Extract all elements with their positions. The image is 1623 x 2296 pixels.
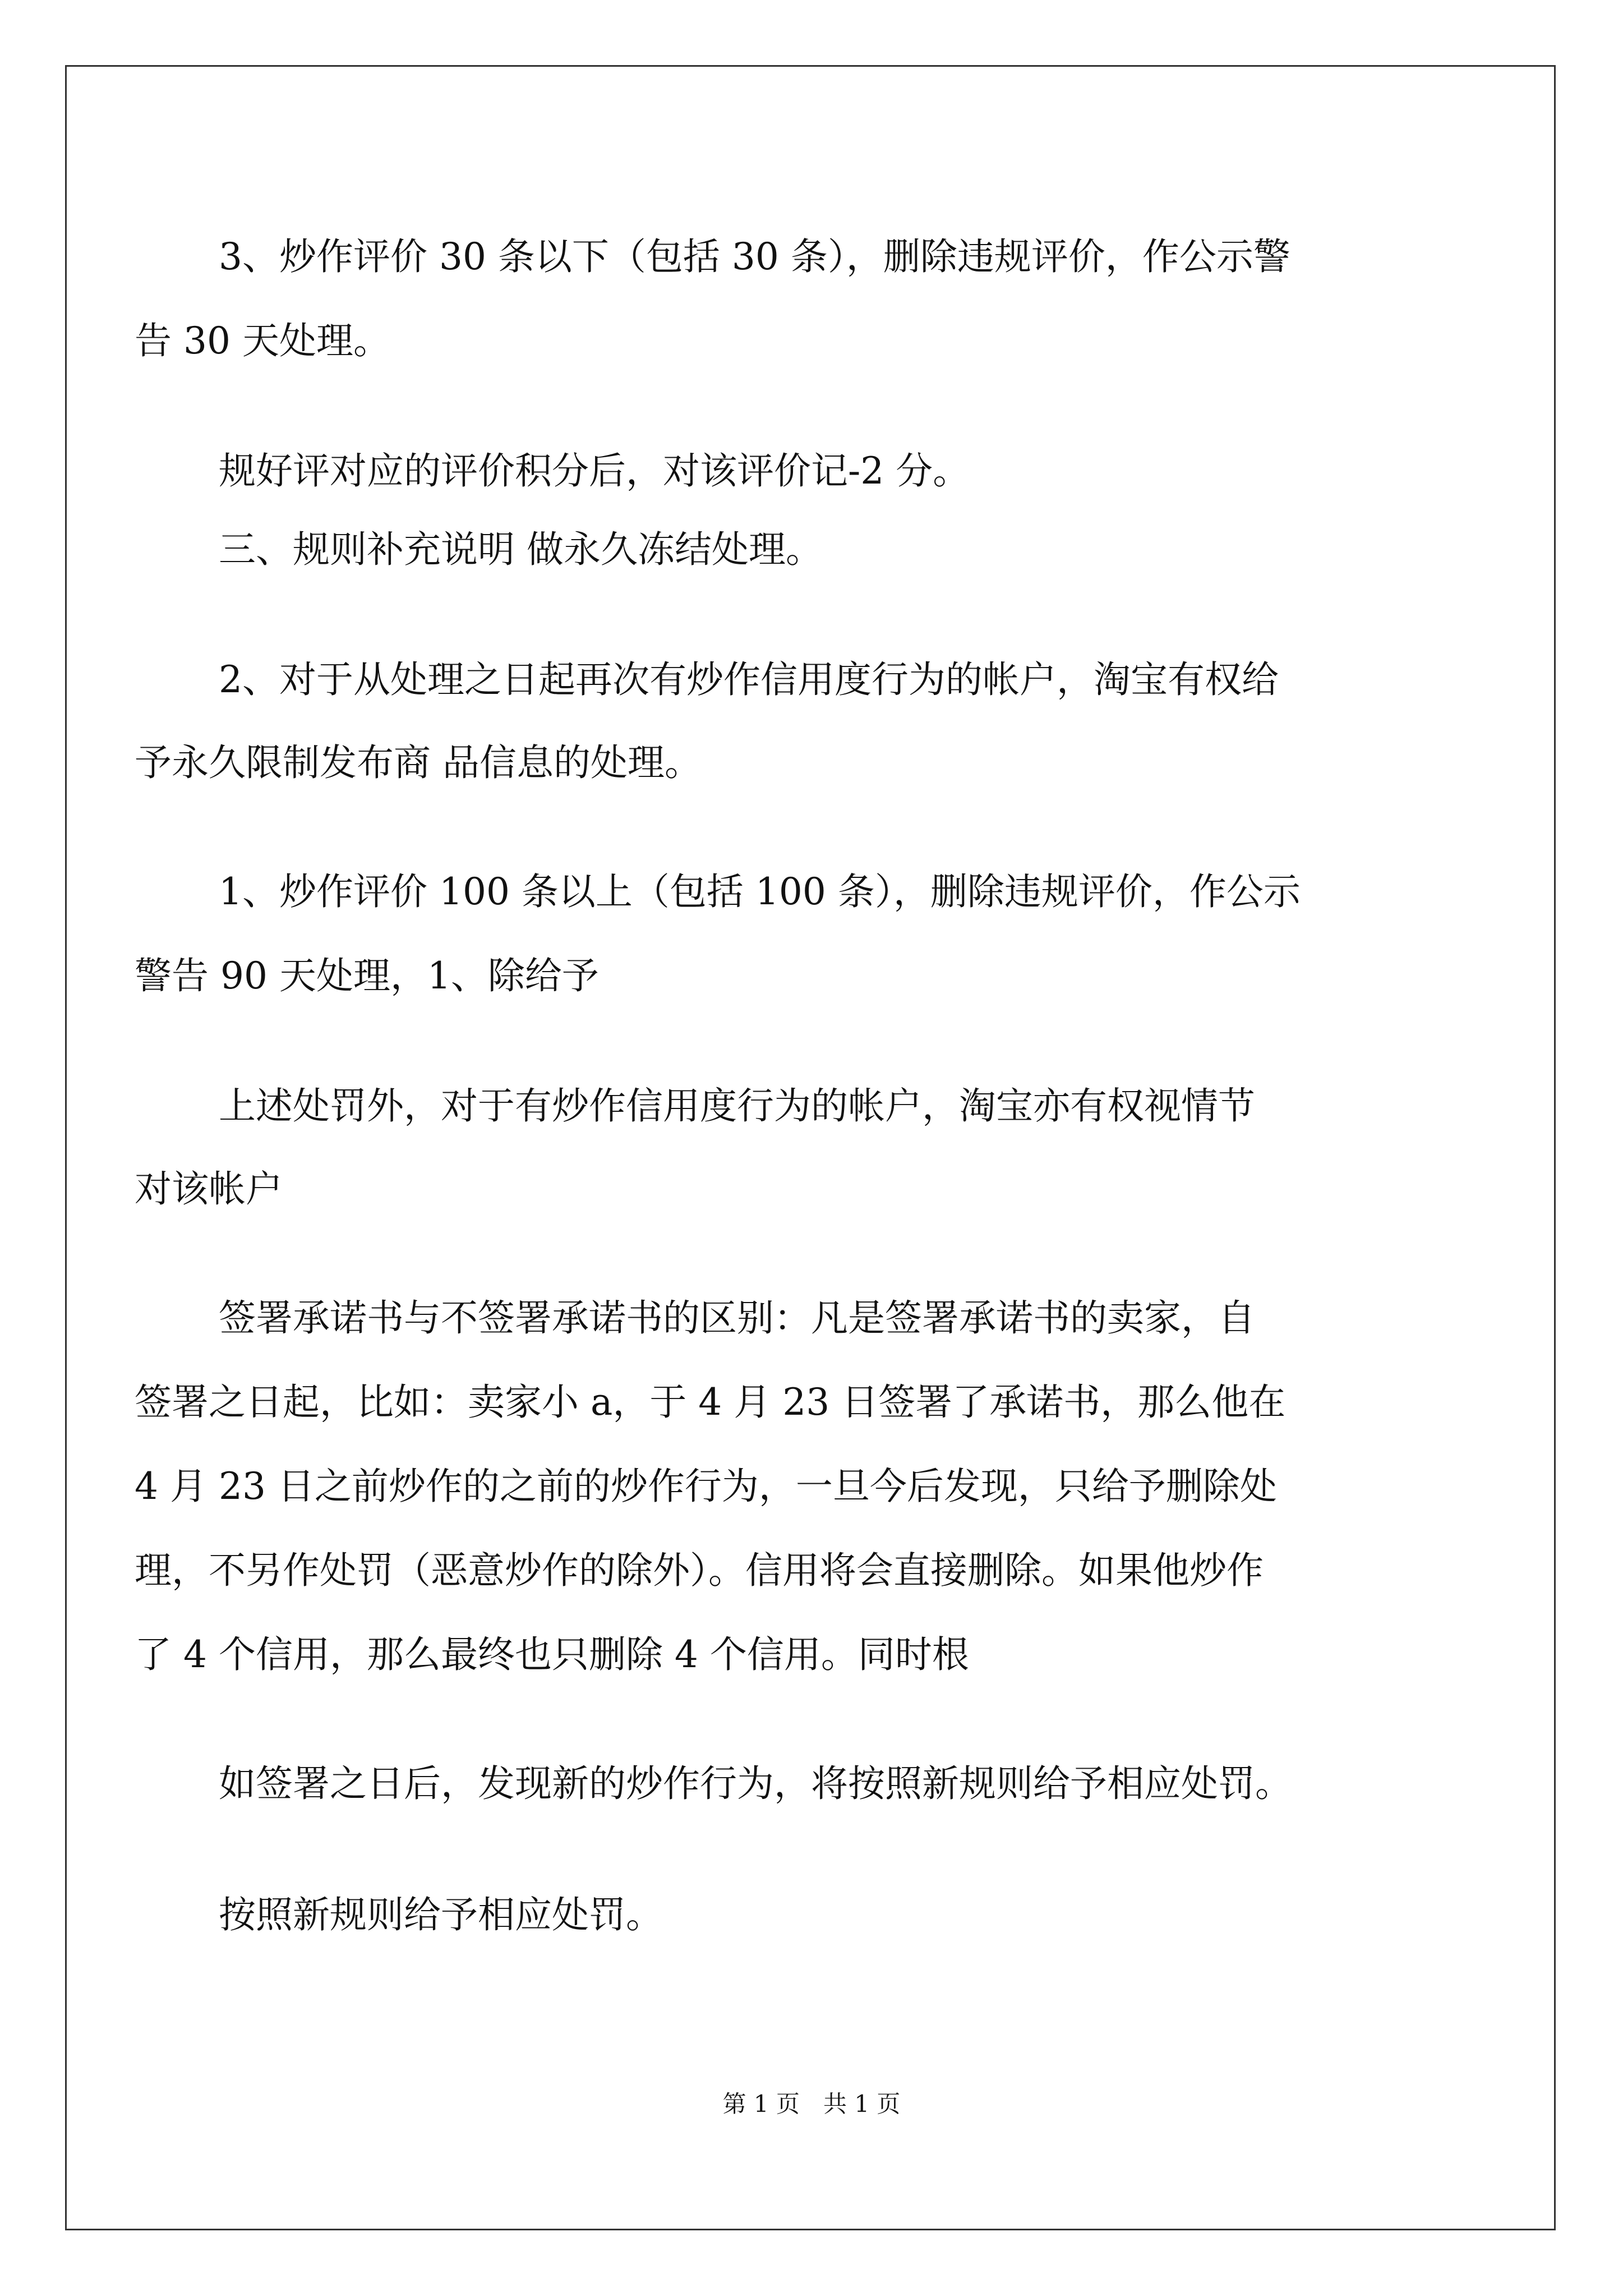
page-footer: 第 1 页 共 1 页 [722,2090,901,2118]
paragraph-line: 告 30 天处理。 [135,319,390,362]
paragraph-line: 理，不另作处罚（恶意炒作的除外）。信用将会直接删除。如果他炒作 [135,1549,1264,1592]
paragraph-line: 签署承诺书与不签署承诺书的区别：凡是签署承诺书的卖家，自 [219,1296,1255,1340]
paragraph-line: 4 月 23 日之前炒作的之前的炒作行为，一旦今后发现，只给予删除处 [135,1465,1277,1508]
paragraph-line: 对该帐户 [135,1167,283,1211]
paragraph-line: 如签署之日后，发现新的炒作行为，将按照新规则给予相应处罚。 [219,1762,1292,1805]
paragraph-line: 了 4 个信用，那么最终也只删除 4 个信用。同时根 [135,1633,969,1676]
paragraph-line: 签署之日起，比如：卖家小 a，于 4 月 23 日签署了承诺书，那么他在 [135,1381,1286,1424]
paragraph-line: 予永久限制发布商 品信息的处理。 [135,741,702,784]
paragraph-line: 3、炒作评价 30 条以下（包括 30 条），删除违规评价，作公示警 [219,235,1290,278]
paragraph-line: 1、炒作评价 100 条以上（包括 100 条），删除违规评价，作公示 [219,870,1301,913]
paragraph-line: 上述处罚外，对于有炒作信用度行为的帐户，淘宝亦有权视情节 [219,1084,1255,1128]
paragraph-line: 按照新规则给予相应处罚。 [219,1893,663,1936]
paragraph-line: 警告 90 天处理，1、除给予 [135,954,599,997]
paragraph-line: 三、规则补充说明 做永久冻结处理。 [219,528,823,571]
paragraph-line: 2、对于从处理之日起再次有炒作信用度行为的帐户，淘宝有权给 [219,658,1279,701]
paragraph-line: 规好评对应的评价积分后，对该评价记-2 分。 [219,449,970,493]
